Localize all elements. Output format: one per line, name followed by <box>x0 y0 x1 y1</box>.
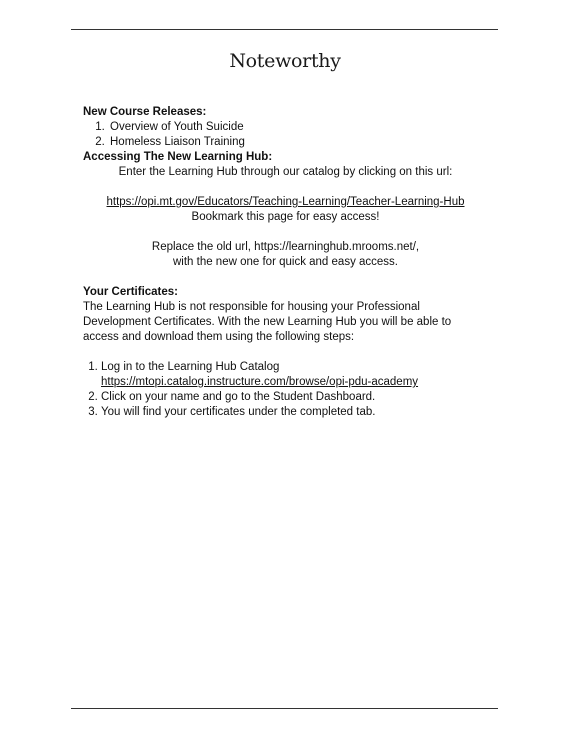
learning-hub-link-line <box>83 195 488 210</box>
top-divider <box>71 29 498 30</box>
course-list <box>83 120 488 150</box>
learning-hub-heading: Accessing The New Learning Hub: <box>83 151 273 163</box>
course-releases-heading: New Course Releases: <box>83 106 207 118</box>
spacer <box>83 225 488 240</box>
spacer <box>83 345 488 360</box>
learning-hub-link[interactable]: https://opi.mt.gov/Educators/Teaching-Learning/Teacher-Learning-Hub <box>106 196 465 208</box>
certificates-paragraph: The Learning Hub is not responsible for housing your Professional Development Certificates. With the new Learning Hub you will be able to access and download them using the following steps: <box>83 301 452 343</box>
list-item: 1. Overview of Youth Suicide <box>108 120 488 135</box>
replace-url-line-1: Replace the old url, https://learninghub.mrooms.net/, <box>151 241 420 253</box>
spacer <box>83 270 488 285</box>
list-item: 2. Homeless Liaison Training <box>108 135 488 150</box>
bottom-divider <box>71 708 498 709</box>
step-1-text: Log in to the Learning Hub Catalog <box>101 361 280 373</box>
list-item: 2. Click on your name and go to the Student Dashboard. <box>101 390 488 405</box>
certificates-heading: Your Certificates: <box>83 286 179 298</box>
newsletter-content <box>83 105 488 420</box>
page-title: Noteworthy <box>229 50 341 72</box>
list-item <box>101 360 488 390</box>
list-item: 3. You will find your certificates under the completed tab. <box>101 405 488 420</box>
certificate-steps <box>83 360 488 420</box>
spacer <box>83 180 488 195</box>
catalog-link[interactable]: https://mtopi.catalog.instructure.com/browse/opi-pdu-academy <box>101 376 419 388</box>
enter-instructions: Enter the Learning Hub through our catalog by clicking on this url: <box>118 166 453 178</box>
replace-url-line-2: with the new one for quick and easy access. <box>172 256 398 268</box>
bookmark-note: Bookmark this page for easy access! <box>191 211 380 223</box>
